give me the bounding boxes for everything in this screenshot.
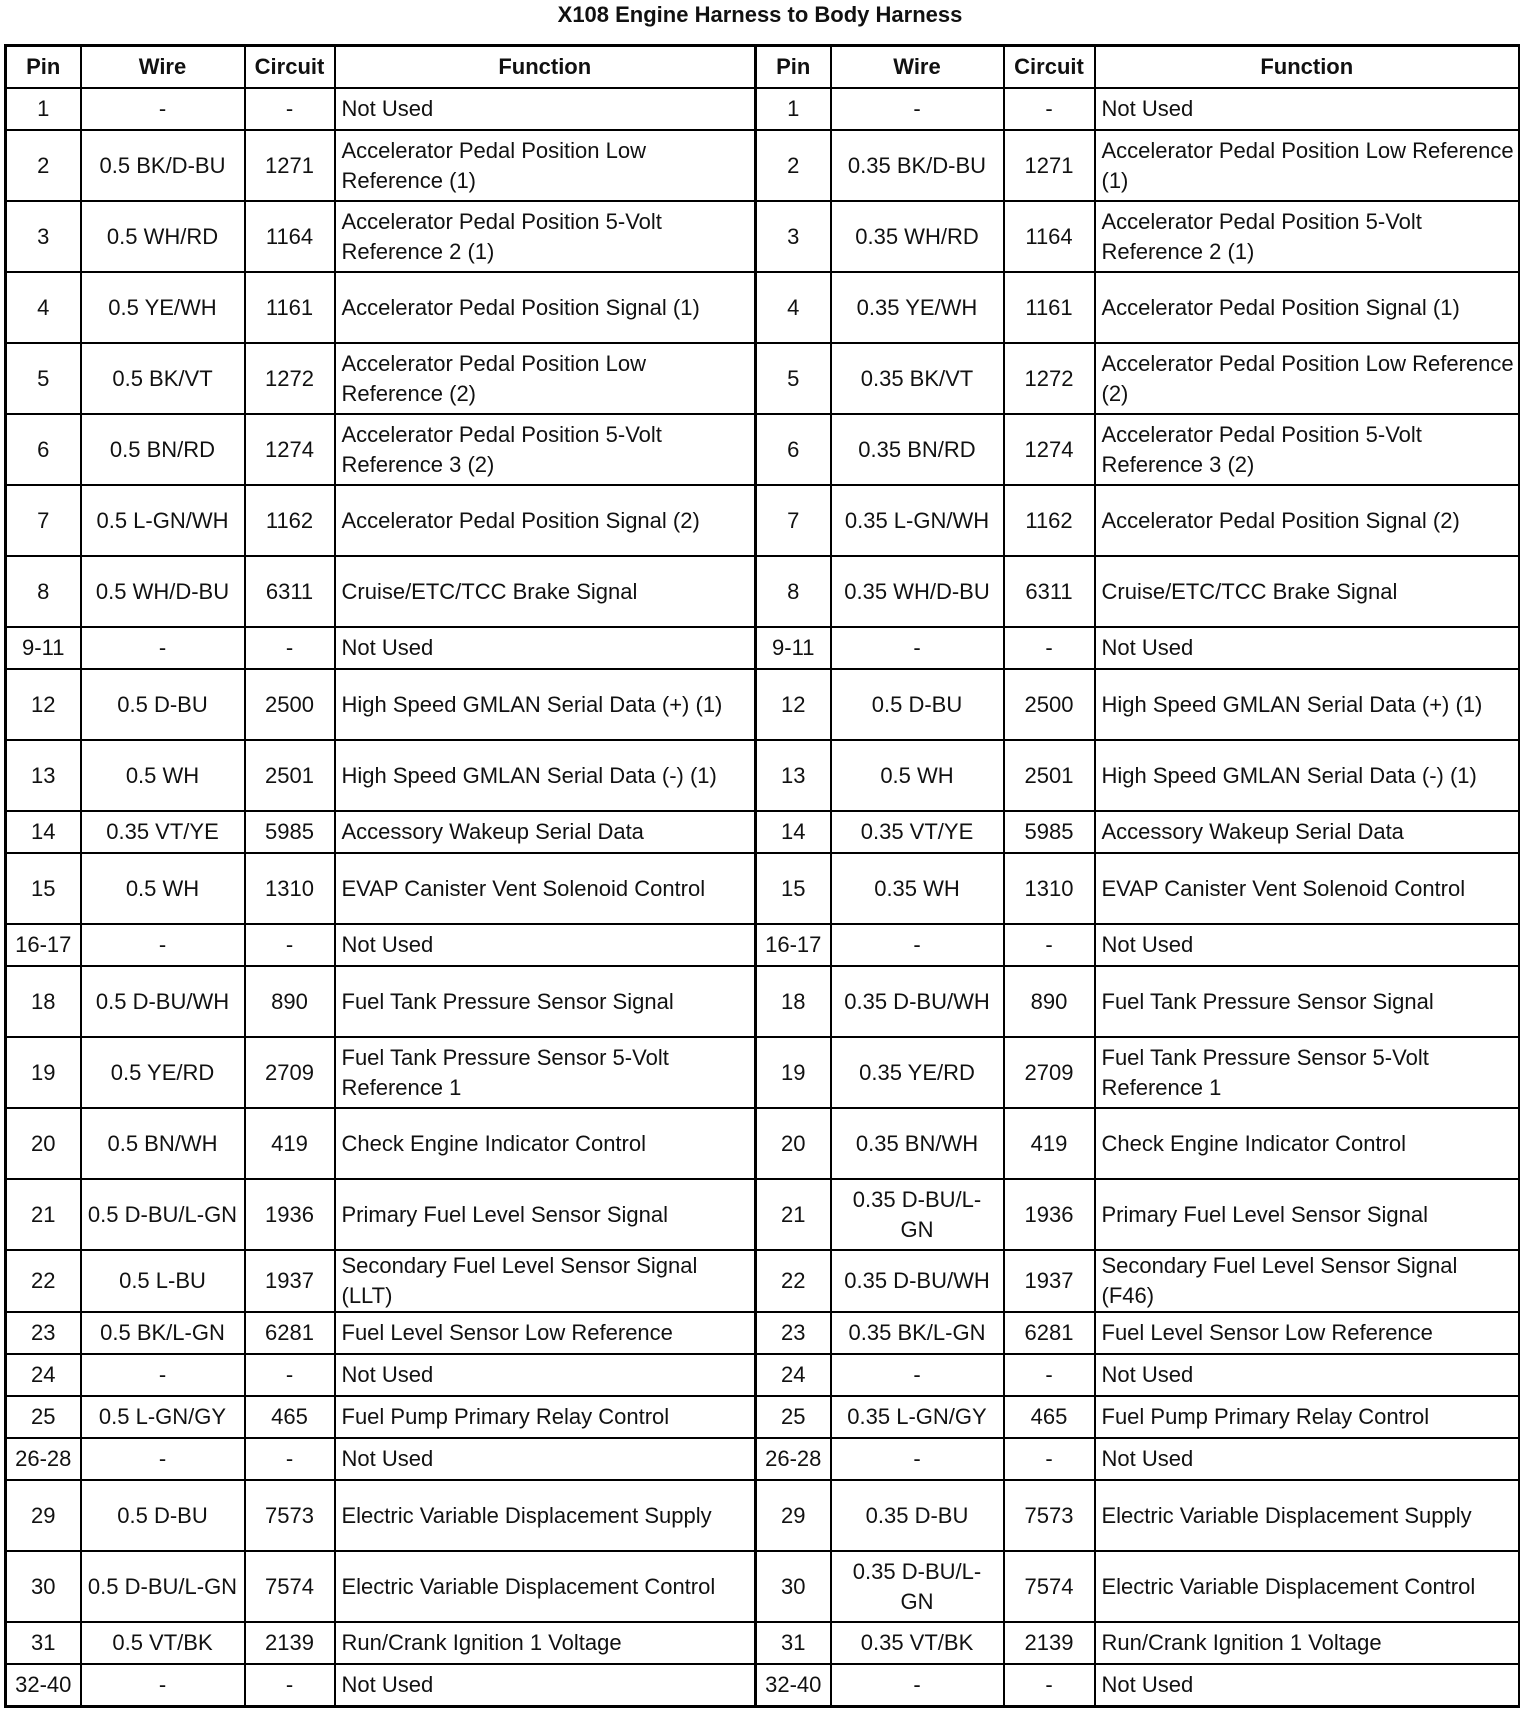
function-cell: Not Used — [1095, 1438, 1520, 1480]
pin-cell: 4 — [756, 272, 831, 343]
function-cell: Not Used — [335, 1664, 756, 1707]
circuit-cell: 1936 — [245, 1179, 335, 1250]
table-row — [6, 1312, 1520, 1354]
function-cell: Accelerator Pedal Position Low Reference (2) — [1095, 343, 1520, 414]
wire-cell: 0.35 L-GN/GY — [831, 1396, 1004, 1438]
wire-cell: 0.35 BN/RD — [831, 414, 1004, 485]
wire-cell: 0.35 VT/YE — [831, 811, 1004, 853]
pin-cell: 6 — [6, 414, 81, 485]
pin-cell: 19 — [6, 1037, 81, 1108]
wire-cell: - — [831, 1354, 1004, 1396]
wire-cell: 0.35 BK/L-GN — [831, 1312, 1004, 1354]
wire-cell: - — [831, 1438, 1004, 1480]
function-cell: Check Engine Indicator Control — [335, 1108, 756, 1179]
circuit-cell: - — [245, 1438, 335, 1480]
wire-cell: 0.35 VT/BK — [831, 1622, 1004, 1664]
wire-cell: 0.5 WH — [81, 740, 245, 811]
header-circuit: Circuit — [245, 46, 335, 89]
circuit-cell: 465 — [1004, 1396, 1095, 1438]
pin-cell: 16-17 — [6, 924, 81, 966]
pin-cell: 16-17 — [756, 924, 831, 966]
table-row — [6, 1438, 1520, 1480]
table-row — [6, 1354, 1520, 1396]
circuit-cell: 2500 — [245, 669, 335, 740]
circuit-cell: - — [245, 1664, 335, 1707]
table-row — [6, 811, 1520, 853]
circuit-cell: 6311 — [1004, 556, 1095, 627]
circuit-cell: 2709 — [245, 1037, 335, 1108]
pin-cell: 32-40 — [756, 1664, 831, 1707]
header-pin: Pin — [756, 46, 831, 89]
wire-cell: 0.5 BK/L-GN — [81, 1312, 245, 1354]
wire-cell: 0.5 D-BU — [81, 1480, 245, 1551]
wire-cell: 0.5 YE/RD — [81, 1037, 245, 1108]
header-pin: Pin — [6, 46, 81, 89]
circuit-cell: 1272 — [245, 343, 335, 414]
table-row — [6, 1396, 1520, 1438]
pin-cell: 19 — [756, 1037, 831, 1108]
function-cell: Fuel Pump Primary Relay Control — [335, 1396, 756, 1438]
pin-cell: 20 — [756, 1108, 831, 1179]
pin-cell: 21 — [756, 1179, 831, 1250]
circuit-cell: - — [1004, 1438, 1095, 1480]
wire-cell: 0.5 D-BU/WH — [81, 966, 245, 1037]
wire-cell: 0.5 BN/WH — [81, 1108, 245, 1179]
function-cell: Primary Fuel Level Sensor Signal — [1095, 1179, 1520, 1250]
circuit-cell: 5985 — [1004, 811, 1095, 853]
header-circuit: Circuit — [1004, 46, 1095, 89]
circuit-cell: 7574 — [1004, 1551, 1095, 1622]
table-row — [6, 414, 1520, 485]
pin-cell: 12 — [756, 669, 831, 740]
pin-cell: 15 — [756, 853, 831, 924]
pin-cell: 25 — [6, 1396, 81, 1438]
function-cell: Accelerator Pedal Position 5-Volt Reference 2 (1) — [335, 201, 756, 272]
circuit-cell: - — [1004, 627, 1095, 669]
table-row — [6, 1179, 1520, 1250]
function-cell: Not Used — [335, 88, 756, 130]
function-cell: Accelerator Pedal Position Signal (2) — [1095, 485, 1520, 556]
pin-cell: 24 — [6, 1354, 81, 1396]
wire-cell: 0.35 D-BU/WH — [831, 966, 1004, 1037]
pin-cell: 2 — [6, 130, 81, 201]
circuit-cell: 2139 — [1004, 1622, 1095, 1664]
function-cell: Not Used — [1095, 88, 1520, 130]
wire-cell: - — [831, 88, 1004, 130]
pin-cell: 18 — [6, 966, 81, 1037]
wire-cell: 0.35 BN/WH — [831, 1108, 1004, 1179]
function-cell: Cruise/ETC/TCC Brake Signal — [1095, 556, 1520, 627]
table-row — [6, 1551, 1520, 1622]
wire-cell: 0.35 D-BU — [831, 1480, 1004, 1551]
function-cell: Not Used — [1095, 924, 1520, 966]
circuit-cell: 1161 — [245, 272, 335, 343]
wire-cell: 0.5 L-GN/GY — [81, 1396, 245, 1438]
function-cell: Not Used — [335, 1354, 756, 1396]
circuit-cell: - — [245, 627, 335, 669]
circuit-cell: 2501 — [245, 740, 335, 811]
circuit-cell: 2501 — [1004, 740, 1095, 811]
function-cell: Fuel Tank Pressure Sensor 5-Volt Reference 1 — [335, 1037, 756, 1108]
table-row — [6, 556, 1520, 627]
wire-cell: 0.5 VT/BK — [81, 1622, 245, 1664]
wire-cell: 0.35 VT/YE — [81, 811, 245, 853]
circuit-cell: - — [245, 924, 335, 966]
circuit-cell: 2139 — [245, 1622, 335, 1664]
function-cell: Fuel Pump Primary Relay Control — [1095, 1396, 1520, 1438]
wire-cell: 0.35 WH/D-BU — [831, 556, 1004, 627]
pin-cell: 13 — [756, 740, 831, 811]
circuit-cell: 7573 — [245, 1480, 335, 1551]
function-cell: EVAP Canister Vent Solenoid Control — [1095, 853, 1520, 924]
wire-cell: 0.35 WH/RD — [831, 201, 1004, 272]
circuit-cell: 1162 — [1004, 485, 1095, 556]
function-cell: Accelerator Pedal Position Low Reference (2) — [335, 343, 756, 414]
circuit-cell: 1162 — [245, 485, 335, 556]
function-cell: Not Used — [335, 627, 756, 669]
circuit-cell: 1937 — [245, 1250, 335, 1312]
function-cell: Electric Variable Displacement Control — [335, 1551, 756, 1622]
circuit-cell: 419 — [1004, 1108, 1095, 1179]
wire-cell: 0.35 D-BU/L-GN — [831, 1551, 1004, 1622]
pin-cell: 7 — [756, 485, 831, 556]
circuit-cell: 1310 — [1004, 853, 1095, 924]
pin-cell: 21 — [6, 1179, 81, 1250]
table-row — [6, 485, 1520, 556]
function-cell: Check Engine Indicator Control — [1095, 1108, 1520, 1179]
circuit-cell: - — [245, 1354, 335, 1396]
header-function: Function — [335, 46, 756, 89]
function-cell: Not Used — [1095, 1664, 1520, 1707]
wire-cell: 0.5 D-BU/L-GN — [81, 1551, 245, 1622]
table-row — [6, 853, 1520, 924]
circuit-cell: 465 — [245, 1396, 335, 1438]
function-cell: Accelerator Pedal Position Signal (2) — [335, 485, 756, 556]
circuit-cell: 1310 — [245, 853, 335, 924]
function-cell: Primary Fuel Level Sensor Signal — [335, 1179, 756, 1250]
table-row — [6, 669, 1520, 740]
function-cell: Electric Variable Displacement Control — [1095, 1551, 1520, 1622]
table-row — [6, 1664, 1520, 1707]
document-title: X108 Engine Harness to Body Harness — [557, 2, 963, 27]
table-row — [6, 201, 1520, 272]
function-cell: Fuel Tank Pressure Sensor 5-Volt Reference 1 — [1095, 1037, 1520, 1108]
table-row — [6, 1622, 1520, 1664]
pin-cell: 8 — [756, 556, 831, 627]
wire-cell: 0.35 D-BU/L-GN — [831, 1179, 1004, 1250]
function-cell: Fuel Tank Pressure Sensor Signal — [335, 966, 756, 1037]
wire-cell: 0.35 YE/RD — [831, 1037, 1004, 1108]
wire-cell: - — [831, 924, 1004, 966]
function-cell: Not Used — [1095, 627, 1520, 669]
wire-cell: 0.5 L-BU — [81, 1250, 245, 1312]
circuit-cell: 1164 — [245, 201, 335, 272]
circuit-cell: 1937 — [1004, 1250, 1095, 1312]
wire-cell: 0.35 BK/VT — [831, 343, 1004, 414]
pin-cell: 1 — [6, 88, 81, 130]
function-cell: Run/Crank Ignition 1 Voltage — [1095, 1622, 1520, 1664]
pin-cell: 15 — [6, 853, 81, 924]
wire-cell: 0.5 L-GN/WH — [81, 485, 245, 556]
table-row — [6, 1480, 1520, 1551]
pin-cell: 5 — [756, 343, 831, 414]
table-row — [6, 130, 1520, 201]
pin-cell: 20 — [6, 1108, 81, 1179]
circuit-cell: 2500 — [1004, 669, 1095, 740]
table-row — [6, 740, 1520, 811]
function-cell: Accessory Wakeup Serial Data — [335, 811, 756, 853]
pin-cell: 4 — [6, 272, 81, 343]
table-row — [6, 1108, 1520, 1179]
pin-cell: 22 — [756, 1250, 831, 1312]
circuit-cell: - — [1004, 924, 1095, 966]
circuit-cell: 6311 — [245, 556, 335, 627]
pin-cell: 14 — [6, 811, 81, 853]
wire-cell: - — [81, 1438, 245, 1480]
wire-cell: 0.5 D-BU — [81, 669, 245, 740]
circuit-cell: 6281 — [1004, 1312, 1095, 1354]
pin-cell: 2 — [756, 130, 831, 201]
pin-cell: 29 — [6, 1480, 81, 1551]
pin-cell: 9-11 — [756, 627, 831, 669]
pin-cell: 30 — [6, 1551, 81, 1622]
function-cell: High Speed GMLAN Serial Data (-) (1) — [1095, 740, 1520, 811]
wire-cell: 0.5 BK/D-BU — [81, 130, 245, 201]
pin-cell: 26-28 — [6, 1438, 81, 1480]
pin-cell: 26-28 — [756, 1438, 831, 1480]
function-cell: Accessory Wakeup Serial Data — [1095, 811, 1520, 853]
pin-cell: 32-40 — [6, 1664, 81, 1707]
wire-cell: - — [831, 627, 1004, 669]
circuit-cell: - — [1004, 1354, 1095, 1396]
wire-cell: 0.35 BK/D-BU — [831, 130, 1004, 201]
function-cell: Accelerator Pedal Position 5-Volt Reference 3 (2) — [335, 414, 756, 485]
wire-cell: - — [81, 627, 245, 669]
table-row — [6, 272, 1520, 343]
table-row — [6, 924, 1520, 966]
pin-cell: 6 — [756, 414, 831, 485]
pin-cell: 25 — [756, 1396, 831, 1438]
wire-cell: 0.5 WH/D-BU — [81, 556, 245, 627]
pin-cell: 23 — [756, 1312, 831, 1354]
function-cell: Fuel Level Sensor Low Reference — [1095, 1312, 1520, 1354]
function-cell: EVAP Canister Vent Solenoid Control — [335, 853, 756, 924]
table-row — [6, 88, 1520, 130]
pin-cell: 5 — [6, 343, 81, 414]
circuit-cell: 1936 — [1004, 1179, 1095, 1250]
pinout-table — [4, 44, 1520, 1708]
circuit-cell: 1274 — [1004, 414, 1095, 485]
table-row — [6, 966, 1520, 1037]
header-function: Function — [1095, 46, 1520, 89]
pin-cell: 29 — [756, 1480, 831, 1551]
function-cell: Accelerator Pedal Position Signal (1) — [1095, 272, 1520, 343]
circuit-cell: 890 — [1004, 966, 1095, 1037]
pin-cell: 12 — [6, 669, 81, 740]
wire-cell: 0.5 BK/VT — [81, 343, 245, 414]
function-cell: Run/Crank Ignition 1 Voltage — [335, 1622, 756, 1664]
wire-cell: 0.5 WH — [831, 740, 1004, 811]
circuit-cell: 419 — [245, 1108, 335, 1179]
function-cell: Accelerator Pedal Position 5-Volt Reference 2 (1) — [1095, 201, 1520, 272]
pin-cell: 24 — [756, 1354, 831, 1396]
circuit-cell: 5985 — [245, 811, 335, 853]
function-cell: Not Used — [335, 924, 756, 966]
pin-cell: 3 — [756, 201, 831, 272]
function-cell: High Speed GMLAN Serial Data (-) (1) — [335, 740, 756, 811]
circuit-cell: 1271 — [245, 130, 335, 201]
wire-cell: 0.5 YE/WH — [81, 272, 245, 343]
circuit-cell: 6281 — [245, 1312, 335, 1354]
circuit-cell: 2709 — [1004, 1037, 1095, 1108]
wire-cell: 0.5 D-BU — [831, 669, 1004, 740]
header-wire: Wire — [831, 46, 1004, 89]
wire-cell: - — [81, 1664, 245, 1707]
pin-cell: 9-11 — [6, 627, 81, 669]
function-cell: Secondary Fuel Level Sensor Signal (LLT) — [335, 1250, 756, 1312]
wire-cell: 0.35 D-BU/WH — [831, 1250, 1004, 1312]
pin-cell: 1 — [756, 88, 831, 130]
pin-cell: 22 — [6, 1250, 81, 1312]
wire-cell: - — [81, 1354, 245, 1396]
circuit-cell: - — [1004, 1664, 1095, 1707]
circuit-cell: 1161 — [1004, 272, 1095, 343]
wire-cell: 0.5 WH — [81, 853, 245, 924]
function-cell: Fuel Level Sensor Low Reference — [335, 1312, 756, 1354]
wire-cell: 0.35 WH — [831, 853, 1004, 924]
function-cell: High Speed GMLAN Serial Data (+) (1) — [335, 669, 756, 740]
circuit-cell: 1272 — [1004, 343, 1095, 414]
table-row — [6, 343, 1520, 414]
wire-cell: 0.5 BN/RD — [81, 414, 245, 485]
table-row — [6, 1037, 1520, 1108]
function-cell: Cruise/ETC/TCC Brake Signal — [335, 556, 756, 627]
circuit-cell: 890 — [245, 966, 335, 1037]
function-cell: High Speed GMLAN Serial Data (+) (1) — [1095, 669, 1520, 740]
table-row — [6, 627, 1520, 669]
wire-cell: 0.5 D-BU/L-GN — [81, 1179, 245, 1250]
circuit-cell: 7574 — [245, 1551, 335, 1622]
circuit-cell: - — [245, 88, 335, 130]
pin-cell: 14 — [756, 811, 831, 853]
pin-cell: 3 — [6, 201, 81, 272]
circuit-cell: 1164 — [1004, 201, 1095, 272]
wire-cell: 0.35 YE/WH — [831, 272, 1004, 343]
function-cell: Accelerator Pedal Position 5-Volt Reference 3 (2) — [1095, 414, 1520, 485]
function-cell: Electric Variable Displacement Supply — [1095, 1480, 1520, 1551]
pin-cell: 8 — [6, 556, 81, 627]
wire-cell: 0.5 WH/RD — [81, 201, 245, 272]
circuit-cell: 1271 — [1004, 130, 1095, 201]
table-row — [6, 1250, 1520, 1312]
function-cell: Not Used — [1095, 1354, 1520, 1396]
pin-cell: 31 — [6, 1622, 81, 1664]
circuit-cell: - — [1004, 88, 1095, 130]
wire-cell: - — [81, 924, 245, 966]
function-cell: Accelerator Pedal Position Low Reference (1) — [1095, 130, 1520, 201]
function-cell: Secondary Fuel Level Sensor Signal (F46) — [1095, 1250, 1520, 1312]
pin-cell: 31 — [756, 1622, 831, 1664]
pin-cell: 30 — [756, 1551, 831, 1622]
wire-cell: - — [81, 88, 245, 130]
pin-cell: 7 — [6, 485, 81, 556]
wire-cell: - — [831, 1664, 1004, 1707]
pin-cell: 13 — [6, 740, 81, 811]
circuit-cell: 1274 — [245, 414, 335, 485]
pin-cell: 18 — [756, 966, 831, 1037]
pin-cell: 23 — [6, 1312, 81, 1354]
header-wire: Wire — [81, 46, 245, 89]
circuit-cell: 7573 — [1004, 1480, 1095, 1551]
wire-cell: 0.35 L-GN/WH — [831, 485, 1004, 556]
function-cell: Accelerator Pedal Position Low Reference (1) — [335, 130, 756, 201]
header-row — [6, 46, 1520, 89]
function-cell: Not Used — [335, 1438, 756, 1480]
function-cell: Electric Variable Displacement Supply — [335, 1480, 756, 1551]
function-cell: Accelerator Pedal Position Signal (1) — [335, 272, 756, 343]
function-cell: Fuel Tank Pressure Sensor Signal — [1095, 966, 1520, 1037]
